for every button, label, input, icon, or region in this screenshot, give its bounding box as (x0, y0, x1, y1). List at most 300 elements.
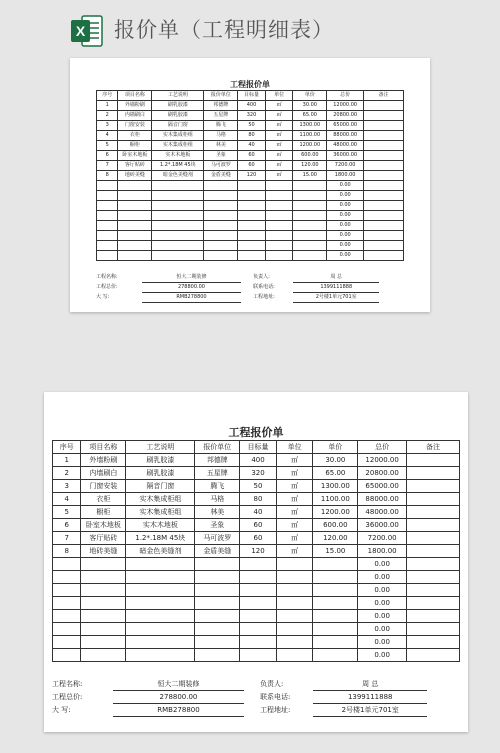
cell-col-unit-price (313, 649, 358, 662)
table-row (53, 623, 460, 636)
cell-col-project-name (81, 597, 126, 610)
cell-col-quantity (240, 649, 277, 662)
cell-col-unit-price: 1200.00 (313, 506, 358, 519)
cell-col-brand: 马格 (195, 493, 240, 506)
cell-col-unit (265, 211, 293, 221)
cell-col-quantity (238, 241, 266, 251)
cell-col-total: 0.00 (358, 636, 407, 649)
cell-col-note (364, 191, 404, 201)
cell-col-project-name: 外墙粉刷 (118, 101, 152, 111)
cell-col-total: 88000.00 (327, 131, 364, 141)
cell-col-brand: 五星牌 (195, 467, 240, 480)
table-row (53, 636, 460, 649)
column-header-col-unit: 单位 (265, 91, 293, 101)
column-header-col-quantity: 目标量 (238, 91, 266, 101)
cell-col-index (97, 241, 118, 251)
cell-col-unit: ㎡ (276, 480, 313, 493)
cell-col-project-name (118, 191, 152, 201)
cell-col-process: 实木集成柜组 (152, 141, 204, 151)
cell-col-index (53, 597, 81, 610)
cell-col-index (97, 201, 118, 211)
cell-col-note (407, 623, 460, 636)
table-row (97, 161, 404, 171)
cell-col-project-name (81, 636, 126, 649)
manager-value: 周 总 (293, 273, 379, 283)
cell-col-note (364, 201, 404, 211)
phone-value: 1399111888 (293, 283, 379, 293)
cell-col-brand (204, 241, 238, 251)
table-row (97, 201, 404, 211)
cell-col-process (126, 649, 195, 662)
cell-col-quantity: 60 (238, 161, 266, 171)
cell-col-note (364, 211, 404, 221)
cell-col-brand (195, 610, 240, 623)
cell-col-total: 0.00 (327, 201, 364, 211)
table-row (53, 493, 460, 506)
cell-col-quantity: 320 (238, 111, 266, 121)
cell-col-unit (276, 597, 313, 610)
table-row (53, 532, 460, 545)
table-row (53, 519, 460, 532)
table-row (97, 171, 404, 181)
cell-col-project-name: 橱柜 (81, 506, 126, 519)
cell-col-index: 2 (53, 467, 81, 480)
column-header-col-total: 总价 (358, 441, 407, 454)
table-header-row (53, 441, 460, 454)
table-header-row (97, 91, 404, 101)
cell-col-brand: 马可波罗 (195, 532, 240, 545)
cell-col-project-name: 内墙刷白 (118, 111, 152, 121)
table-row (53, 558, 460, 571)
address-label: 工程地址: (253, 294, 275, 300)
cell-col-note (364, 151, 404, 161)
cell-col-total: 0.00 (327, 211, 364, 221)
cell-col-process (126, 610, 195, 623)
cell-col-unit-price (313, 610, 358, 623)
cell-col-brand: 林美 (195, 506, 240, 519)
cell-col-index (53, 558, 81, 571)
cell-col-project-name: 衣柜 (118, 131, 152, 141)
cell-col-project-name (118, 181, 152, 191)
cell-col-index: 5 (53, 506, 81, 519)
cell-col-process: 暗金色美缝剂 (126, 545, 195, 558)
page-title: 报价单（工程明细表） (114, 18, 334, 42)
cell-col-brand (204, 231, 238, 241)
cell-col-project-name: 卧室木地板 (118, 151, 152, 161)
cell-col-process: 1.2*.18M 45块 (126, 532, 195, 545)
cell-col-unit-price: 600.00 (313, 519, 358, 532)
cell-col-note (407, 597, 460, 610)
table-row (53, 584, 460, 597)
cell-col-note (364, 241, 404, 251)
cell-col-total: 48000.00 (327, 141, 364, 151)
cell-col-index (97, 251, 118, 261)
table-row (97, 111, 404, 121)
cell-col-note (407, 519, 460, 532)
table-row (97, 181, 404, 191)
cell-col-brand: 马格 (204, 131, 238, 141)
cell-col-total: 1800.00 (327, 171, 364, 181)
cell-col-project-name: 衣柜 (81, 493, 126, 506)
cell-col-index: 4 (53, 493, 81, 506)
cell-col-brand: 邦德牌 (195, 454, 240, 467)
cell-col-total: 0.00 (327, 241, 364, 251)
address-label: 工程地址: (260, 706, 291, 714)
cell-col-total: 1800.00 (358, 545, 407, 558)
cell-col-note (407, 649, 460, 662)
cell-col-note (364, 121, 404, 131)
cell-col-quantity (238, 181, 266, 191)
cell-col-index: 2 (97, 111, 118, 121)
cell-col-total: 0.00 (358, 584, 407, 597)
cell-col-note (407, 636, 460, 649)
cell-col-project-name (118, 231, 152, 241)
cell-col-total: 0.00 (358, 649, 407, 662)
cell-col-process: 刷乳胶漆 (126, 467, 195, 480)
cell-col-total: 0.00 (327, 221, 364, 231)
footer-row (96, 283, 404, 293)
cell-col-brand: 马可波罗 (204, 161, 238, 171)
phone-value: 1399111888 (313, 691, 427, 704)
manager-value: 周 总 (313, 678, 427, 691)
table-row (53, 454, 460, 467)
cell-col-index (97, 211, 118, 221)
cell-col-note (407, 506, 460, 519)
table-row (97, 231, 404, 241)
cell-col-process (152, 191, 204, 201)
cell-col-total: 0.00 (327, 191, 364, 201)
cell-col-quantity: 400 (240, 454, 277, 467)
footer-spacer (379, 273, 404, 283)
cell-col-brand: 五星牌 (204, 111, 238, 121)
column-header-col-total: 总价 (327, 91, 364, 101)
cell-col-brand: 金盾美缝 (195, 545, 240, 558)
cell-col-index: 3 (97, 121, 118, 131)
cell-col-unit-price: 120.00 (313, 532, 358, 545)
cell-col-brand (204, 251, 238, 261)
cell-col-total: 0.00 (358, 610, 407, 623)
cell-col-project-name (118, 221, 152, 231)
cell-col-brand (204, 221, 238, 231)
cell-col-quantity: 60 (238, 151, 266, 161)
footer-row (52, 691, 460, 704)
column-header-col-unit: 单位 (276, 441, 313, 454)
cell-col-project-name (118, 211, 152, 221)
cell-col-unit-price (293, 251, 327, 261)
cell-col-unit: ㎡ (276, 493, 313, 506)
cell-col-quantity: 80 (240, 493, 277, 506)
table-row (53, 571, 460, 584)
cell-col-quantity (238, 211, 266, 221)
phone-label: 联系电话: (260, 693, 291, 701)
page-header (0, 0, 500, 62)
cell-col-brand (195, 571, 240, 584)
cell-col-unit (265, 201, 293, 211)
capital-value: RMB278800 (142, 293, 241, 303)
cell-col-quantity (240, 597, 277, 610)
cell-col-quantity: 120 (240, 545, 277, 558)
footer-row (96, 293, 404, 303)
manager-label: 负责人: (260, 680, 284, 689)
cell-col-project-name (81, 623, 126, 636)
table-row (97, 211, 404, 221)
cell-col-quantity: 320 (240, 467, 277, 480)
cell-col-quantity: 50 (238, 121, 266, 131)
cell-col-brand (195, 623, 240, 636)
cell-col-quantity: 80 (238, 131, 266, 141)
cell-col-unit-price (293, 221, 327, 231)
cell-col-unit (276, 636, 313, 649)
cell-col-project-name (118, 201, 152, 211)
cell-col-project-name: 内墙刷白 (81, 467, 126, 480)
cell-col-note (364, 141, 404, 151)
table-row (97, 141, 404, 151)
cell-col-quantity (240, 584, 277, 597)
cell-col-project-name: 橱柜 (118, 141, 152, 151)
cell-col-index (97, 231, 118, 241)
cell-col-unit: ㎡ (265, 121, 293, 131)
cell-col-brand (204, 191, 238, 201)
table-row (53, 610, 460, 623)
cell-col-total: 65000.00 (358, 480, 407, 493)
cell-col-unit-price (293, 211, 327, 221)
column-header-col-process: 工艺说明 (126, 441, 195, 454)
cell-col-project-name: 地砖美缝 (81, 545, 126, 558)
cell-col-brand: 腾飞 (195, 480, 240, 493)
cell-col-project-name: 外墙粉刷 (81, 454, 126, 467)
cell-col-unit: ㎡ (265, 111, 293, 121)
document-preview-large (44, 392, 468, 732)
column-header-col-index: 序号 (53, 441, 81, 454)
cell-col-total: 0.00 (358, 571, 407, 584)
cell-col-total: 0.00 (327, 251, 364, 261)
cell-col-project-name (81, 571, 126, 584)
cell-col-unit: ㎡ (276, 532, 313, 545)
cell-col-note (364, 181, 404, 191)
cell-col-unit-price: 1100.00 (313, 493, 358, 506)
cell-col-index: 8 (53, 545, 81, 558)
cell-col-quantity (240, 558, 277, 571)
project-name-value: 恒大二期装修 (113, 678, 244, 691)
column-header-col-brand: 报价单位 (195, 441, 240, 454)
cell-col-total: 0.00 (327, 231, 364, 241)
cell-col-project-name (81, 610, 126, 623)
cell-col-quantity (240, 571, 277, 584)
cell-col-total: 0.00 (327, 181, 364, 191)
table-row (53, 597, 460, 610)
cell-col-unit-price: 15.00 (293, 171, 327, 181)
cell-col-project-name: 卧室木地板 (81, 519, 126, 532)
cell-col-unit-price: 120.00 (293, 161, 327, 171)
total-label: 工程总价: (52, 693, 83, 701)
project-name-value: 恒大二期装修 (142, 273, 241, 283)
cell-col-unit (276, 584, 313, 597)
column-header-col-note: 备注 (364, 91, 404, 101)
footer-row (96, 273, 404, 283)
cell-col-unit-price (293, 181, 327, 191)
cell-col-unit: ㎡ (276, 467, 313, 480)
cell-col-project-name: 客厅贴砖 (118, 161, 152, 171)
cell-col-project-name: 门窗安装 (118, 121, 152, 131)
table-row (53, 649, 460, 662)
cell-col-unit-price: 65.00 (293, 111, 327, 121)
cell-col-unit (276, 571, 313, 584)
document-preview-small (70, 58, 430, 312)
cell-col-note (407, 558, 460, 571)
table-row (97, 251, 404, 261)
quote-table (96, 90, 404, 261)
table-row (97, 241, 404, 251)
cell-col-brand (195, 558, 240, 571)
excel-icon-letter: X (75, 23, 86, 39)
cell-col-process (126, 558, 195, 571)
cell-col-quantity: 60 (240, 532, 277, 545)
cell-col-process: 1.2*.18M 45块 (152, 161, 204, 171)
cell-col-project-name (81, 584, 126, 597)
cell-col-unit-price: 30.00 (293, 101, 327, 111)
table-row (53, 506, 460, 519)
cell-col-brand (204, 181, 238, 191)
table-row (53, 467, 460, 480)
cell-col-index: 3 (53, 480, 81, 493)
cell-col-project-name (81, 558, 126, 571)
cell-col-note (407, 467, 460, 480)
column-header-col-unit-price: 单价 (293, 91, 327, 101)
doc-title: 工程报价单 (230, 80, 270, 89)
cell-col-quantity: 40 (240, 506, 277, 519)
table-row (97, 151, 404, 161)
cell-col-project-name (118, 241, 152, 251)
cell-col-process (152, 251, 204, 261)
cell-col-process: 实木集成柜组 (126, 493, 195, 506)
cell-col-index (53, 610, 81, 623)
cell-col-process (126, 636, 195, 649)
footer-spacer (305, 704, 313, 717)
cell-col-unit (265, 221, 293, 231)
cell-col-unit-price (293, 191, 327, 201)
cell-col-process: 实木集成柜组 (126, 506, 195, 519)
cell-col-process: 隔音门窗 (126, 480, 195, 493)
cell-col-unit-price (313, 571, 358, 584)
column-header-col-project-name: 项目名称 (118, 91, 152, 101)
cell-col-unit-price: 1100.00 (293, 131, 327, 141)
table-row (97, 101, 404, 111)
cell-col-total: 36000.00 (327, 151, 364, 161)
address-value: 2号楼1单元701室 (293, 293, 379, 303)
cell-col-unit (265, 181, 293, 191)
cell-col-process: 实木集成柜组 (152, 131, 204, 141)
project-name-label: 工程名称: (96, 274, 118, 281)
cell-col-quantity (240, 623, 277, 636)
cell-col-brand (195, 584, 240, 597)
cell-col-index: 6 (53, 519, 81, 532)
cell-col-total: 20800.00 (327, 111, 364, 121)
cell-col-note (364, 231, 404, 241)
cell-col-brand: 林美 (204, 141, 238, 151)
table-row (97, 221, 404, 231)
cell-col-unit: ㎡ (265, 171, 293, 181)
cell-col-total: 7200.00 (358, 532, 407, 545)
table-row (97, 131, 404, 141)
cell-col-process (126, 623, 195, 636)
cell-col-process (152, 181, 204, 191)
cell-col-total: 48000.00 (358, 506, 407, 519)
cell-col-quantity (238, 251, 266, 261)
cell-col-unit (265, 231, 293, 241)
cell-col-process: 隔音门窗 (152, 121, 204, 131)
project-name-label: 工程名称: (52, 680, 83, 689)
cell-col-total: 0.00 (358, 623, 407, 636)
cell-col-process (126, 584, 195, 597)
cell-col-quantity: 50 (240, 480, 277, 493)
cell-col-brand: 腾飞 (204, 121, 238, 131)
cell-col-brand (195, 597, 240, 610)
cell-col-process (152, 211, 204, 221)
cell-col-note (364, 161, 404, 171)
cell-col-process (152, 221, 204, 231)
cell-col-index (53, 584, 81, 597)
capital-value: RMB278800 (113, 704, 244, 717)
cell-col-unit (276, 649, 313, 662)
cell-col-index (97, 221, 118, 231)
table-row (53, 480, 460, 493)
cell-col-index (53, 623, 81, 636)
cell-col-unit: ㎡ (265, 131, 293, 141)
cell-col-process (152, 231, 204, 241)
cell-col-note (407, 493, 460, 506)
cell-col-project-name: 客厅贴砖 (81, 532, 126, 545)
footer-spacer (379, 293, 404, 303)
cell-col-unit-price (293, 201, 327, 211)
cell-col-index: 7 (97, 161, 118, 171)
footer-spacer (427, 678, 460, 691)
cell-col-process: 刷乳胶漆 (152, 111, 204, 121)
column-header-col-index: 序号 (97, 91, 118, 101)
cell-col-index (53, 649, 81, 662)
cell-col-unit-price: 1300.00 (313, 480, 358, 493)
capital-label: 大 写: (96, 294, 110, 300)
table-row (97, 191, 404, 201)
cell-col-unit-price: 1300.00 (293, 121, 327, 131)
cell-col-note (407, 532, 460, 545)
cell-col-project-name: 门窗安装 (81, 480, 126, 493)
column-header-col-quantity: 目标量 (240, 441, 277, 454)
cell-col-note (407, 584, 460, 597)
cell-col-total: 20800.00 (358, 467, 407, 480)
footer-spacer (379, 283, 404, 293)
cell-col-quantity: 60 (240, 519, 277, 532)
cell-col-brand (195, 649, 240, 662)
cell-col-unit: ㎡ (276, 545, 313, 558)
total-value: 278800.00 (142, 283, 241, 293)
cell-col-quantity (238, 201, 266, 211)
cell-col-unit (276, 610, 313, 623)
cell-col-note (364, 221, 404, 231)
cell-col-process (152, 241, 204, 251)
doc-title: 工程报价单 (228, 426, 284, 439)
table-row (53, 545, 460, 558)
cell-col-index: 1 (53, 454, 81, 467)
cell-col-index: 7 (53, 532, 81, 545)
cell-col-note (407, 571, 460, 584)
cell-col-unit: ㎡ (265, 101, 293, 111)
cell-col-brand (204, 201, 238, 211)
cell-col-unit: ㎡ (265, 161, 293, 171)
doc-footer (52, 678, 460, 717)
capital-label: 大 写: (52, 706, 71, 714)
table-row (97, 121, 404, 131)
cell-col-quantity (240, 610, 277, 623)
